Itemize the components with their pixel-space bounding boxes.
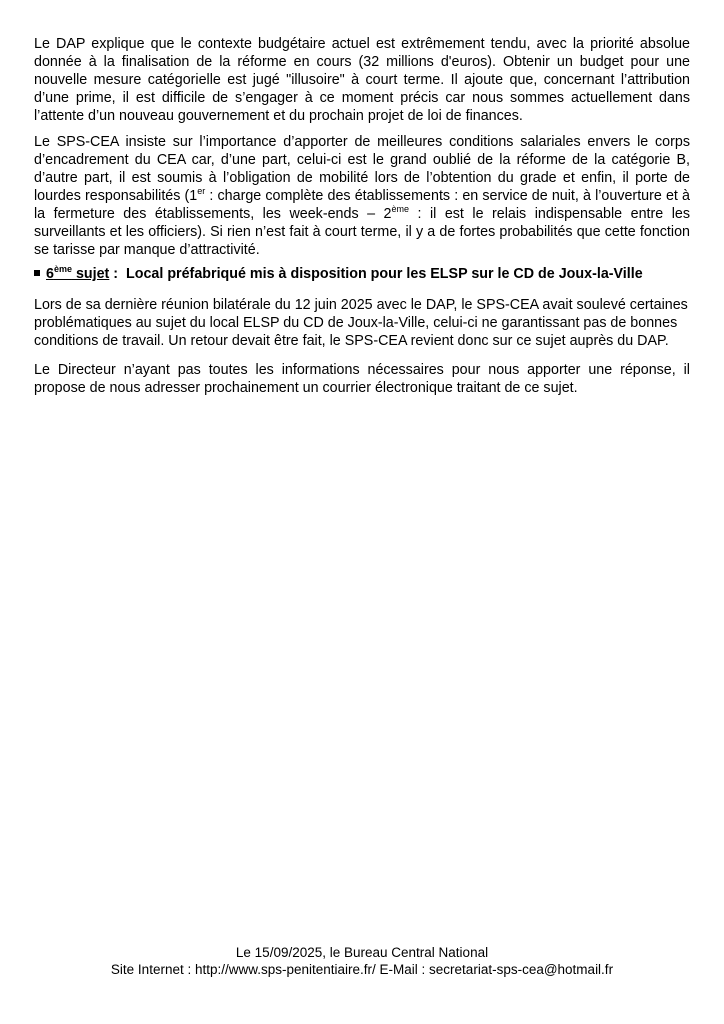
paragraph-director-response: Le Directeur n’ayant pas toutes les informations nécessaires pour nous apporter une réponse, il propose de nous adresser prochainement un courrier électronique traitant de ce sujet. (34, 362, 690, 396)
section-heading (34, 265, 714, 283)
square-bullet-icon (34, 270, 40, 276)
paragraph-salary-part-c: : il est le relais indispensable entre les surveillants et les officiers). Si rien n’est fait à court terme, il y a de fortes probabilités que cette fonction se tarisse par manque d’attractivité. (34, 206, 690, 258)
section-separator: : (109, 266, 126, 282)
section-number-sup: ème (53, 264, 72, 274)
section-title: Local préfabriqué mis à disposition pour les ELSP sur le CD de Joux-la-Ville (126, 266, 643, 282)
paragraph-salary-conditions (34, 133, 690, 259)
footer-date-line: Le 15/09/2025, le Bureau Central National (235, 945, 489, 960)
footer-contact-line: Site Internet : http://www.sps-penitentiaire.fr/ E-Mail : secretariat-sps-cea@hotmail.fr (110, 962, 614, 977)
superscript-first: er (197, 186, 206, 196)
paragraph-bilateral-meeting: Lors de sa dernière réunion bilatérale du 12 juin 2025 avec le DAP, le SPS-CEA avait soulevé certaines problématiques au sujet du local ELSP du CD de Joux-la-Ville, celui-ci ne garantissant pas de bonnes conditions de travail. Un retour devait être fait, le SPS-CEA revient donc sur ce sujet auprès du DAP. (34, 297, 688, 349)
superscript-second: ème (391, 204, 410, 214)
paragraph-salary-part-a: Le SPS-CEA insiste sur l’importance d’apporter de meilleures conditions salariales envers le corps d’encadrement du CEA car, d’une part, celui-ci est le grand oublié de la réforme de la catégorie B, d’autre part, il est soumis à l’obligation de mobilité lors de l’obtention du grade et enfin, il porte de lourdes responsabilités (1 (34, 134, 690, 204)
paragraph-salary-part-b: : charge complète des établissements : en service de nuit, à l’ouverture et à la fermeture des établissements, les week-ends – 2 (34, 188, 690, 222)
section-label: sujet (71, 266, 110, 282)
section-number-digit: 6 (46, 266, 54, 282)
paragraph-budget-context: Le DAP explique que le contexte budgétaire actuel est extrêmement tendu, avec la priorité absolue donnée à la finalisation de la réforme en cours (32 millions d'euros). Obtenir un budget pour une nouvelle mesure catégorielle est jugé "illusoire" à court terme. Il ajoute que, concernant l’attribution d’une prime, il est difficile de s’engager à ce moment précis car nous sommes actuellement dans l’attente d’un nouveau gouvernement et du prochain projet de loi de finances. (34, 36, 690, 124)
section-number (46, 266, 109, 282)
